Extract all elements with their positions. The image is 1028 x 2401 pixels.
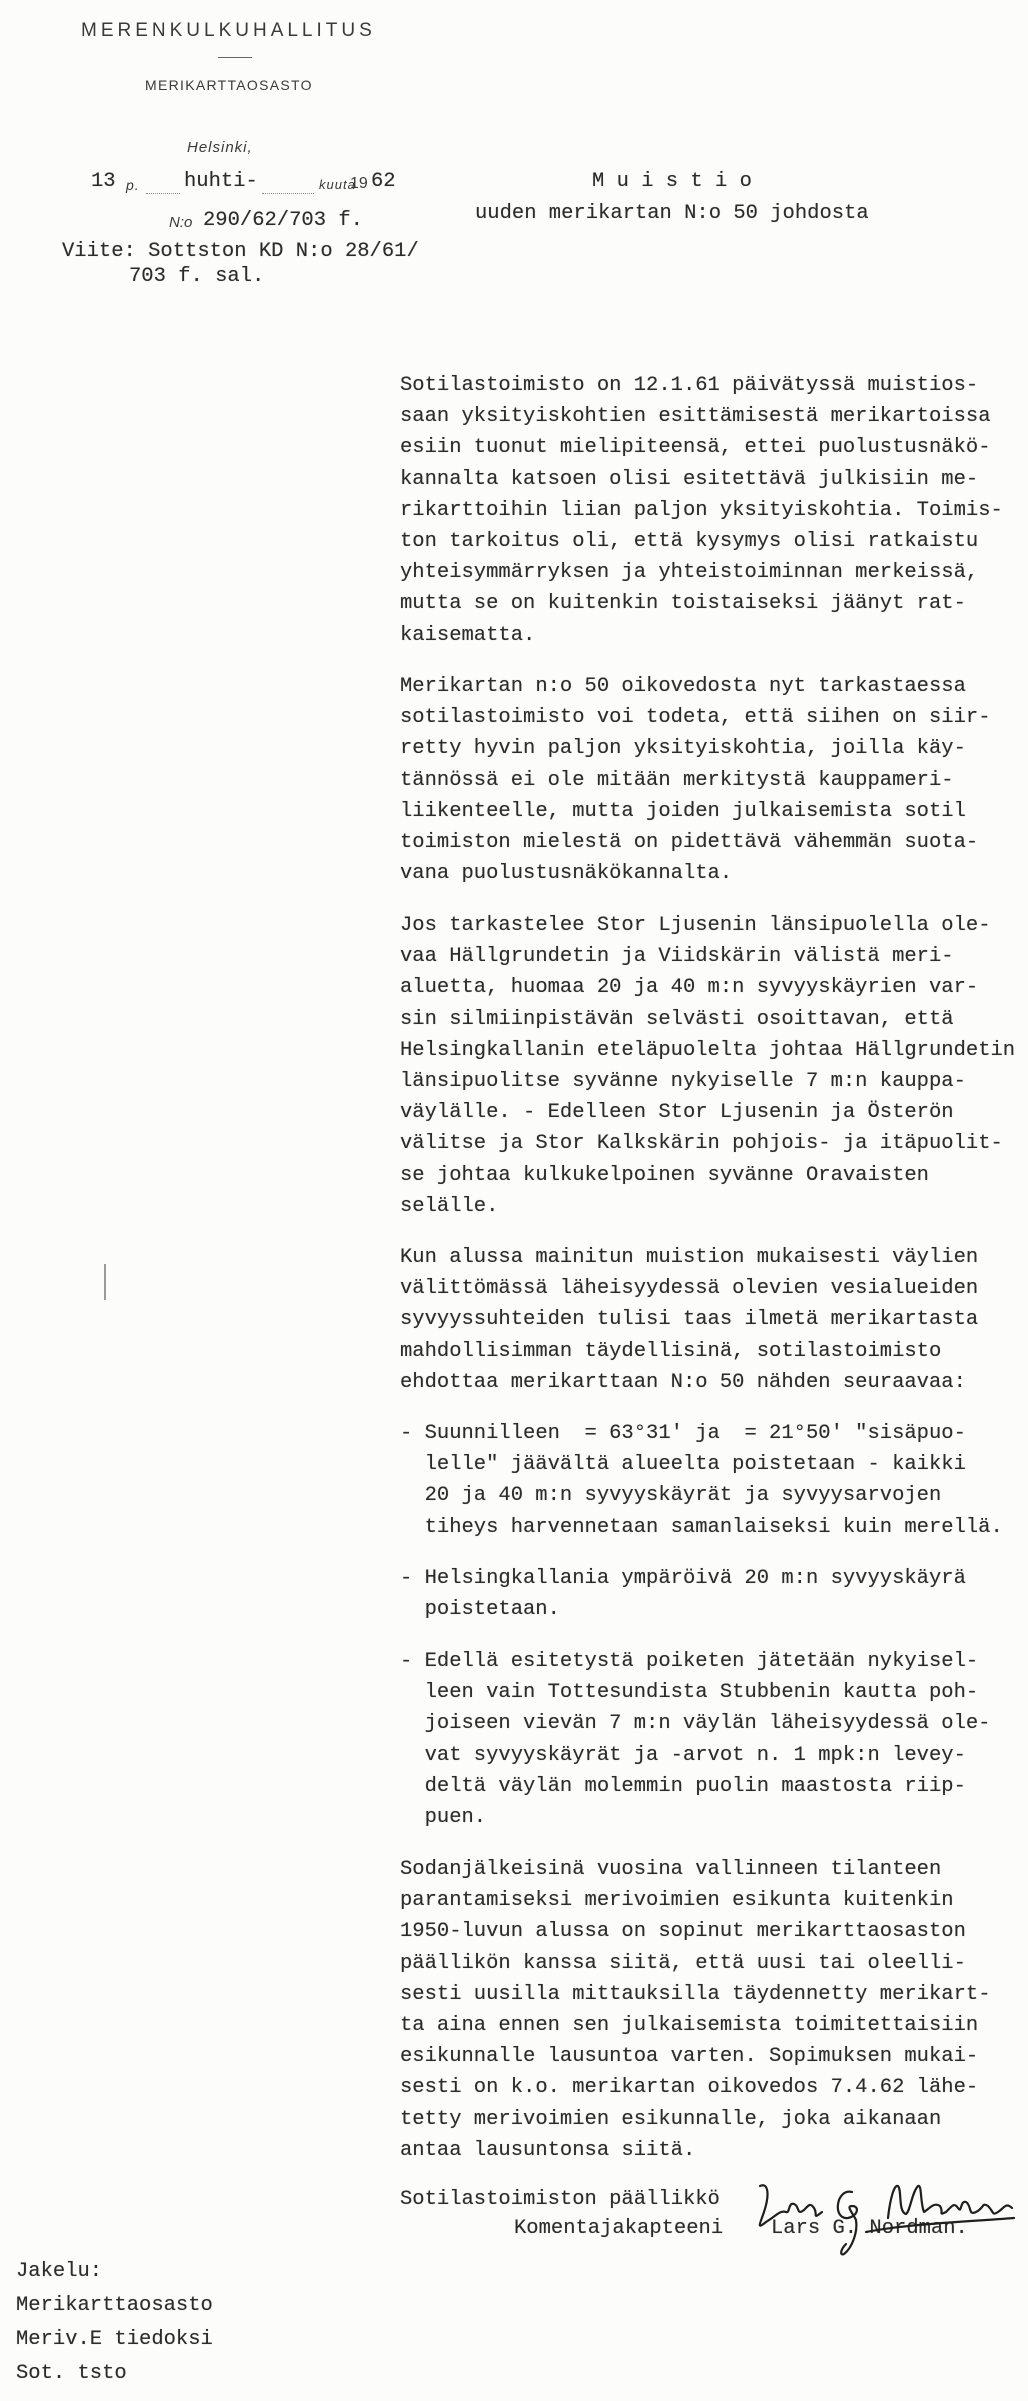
text-line: Jos tarkastelee Stor Ljusenin länsipuolella ole- [400, 914, 991, 937]
text-line: kannalta katsoen olisi esitettävä julkisiin me- [400, 467, 979, 491]
text-line: vana puolustusnäkökannalta. [400, 862, 733, 886]
text-line: liikenteelle, mutta joiden julkaisemista sotil [400, 799, 966, 823]
handwritten-signature [748, 2172, 1018, 2262]
text-line: sesti uusilla mittauksilla täydennetty merikart- [400, 1982, 991, 2006]
bullet-3 [400, 1646, 991, 1833]
text-line: deltä väylän molemmin puolin maastosta riip- [424, 1774, 966, 1798]
text-line: välittömässä läheisyydessä olevien vesialueiden [400, 1277, 979, 1301]
letterhead-divider [218, 57, 252, 58]
text-line: syvyyssuhteiden tulisi taas ilmetä merikartasta [400, 1308, 979, 1332]
date-month: huhti- [184, 170, 258, 193]
text-line: välitse ja Stor Kalkskärin pohjois- ja itäpuolit- [400, 1132, 1003, 1156]
text-line: joiseen vievän 7 m:n väylän läheisyydessä ole- [424, 1712, 991, 1736]
text-line: Sot. tsto [16, 2362, 127, 2385]
text-line: sesti on k.o. merikartan oikovedos 7.4.62 lähe- [400, 2076, 979, 2100]
memo-title: M u i s t i o [592, 170, 752, 193]
text-line: länsipuolitse syvänne nykyiselle 7 m:n kauppa- [400, 1069, 966, 1093]
text-line: sin silmiinpistävän selvästi osoittavan, että [400, 1007, 954, 1031]
text-line: esiin tuonut mielipiteensä, ettei puolustusnäkö- [400, 436, 991, 460]
city-label: Helsinki, [187, 139, 253, 156]
text-line: antaa lausuntonsa siitä. [400, 2138, 696, 2162]
text-line: Merikartan n:o 50 oikovedosta nyt tarkastaessa [400, 675, 966, 698]
text-line: tetty merivoimien esikunnalle, joka aikanaan [400, 2107, 942, 2131]
reference-line: 703 f. sal. [129, 265, 265, 288]
bullet-2 [400, 1563, 966, 1625]
text-line: lelle" jäävältä alueelta poistetaan - kaikki [424, 1453, 966, 1477]
text-line: poistetaan. [424, 1598, 560, 1622]
text-line: saan yksityiskohtien esittämisestä merikartoissa [400, 405, 991, 429]
text-line: Jakelu: [16, 2260, 103, 2283]
text-line: se johtaa kulkukelpoinen syvänne Oravaisten [400, 1163, 929, 1187]
text-line: vat syvyyskäyrät ja -arvot n. 1 mpk:n levey- [424, 1743, 966, 1767]
text-line: retty hyvin paljon yksityiskohtia, joilla käy- [400, 737, 966, 761]
text-line: rikarttoihin liian paljon yksityiskohtia. Toimis- [400, 498, 1003, 522]
text-line: - Edellä esitetystä poiketen jätetään nykyisel- [400, 1650, 979, 1673]
bullet-1 [400, 1418, 1003, 1543]
text-line: toimiston mielestä on pidettävä vähemmän suota- [400, 830, 979, 854]
text-line: esikunnalle lausuntoa varten. Sopimuksen mukai- [400, 2045, 979, 2069]
memo-subtitle: uuden merikartan N:o 50 johdosta [475, 202, 869, 225]
date-leader [146, 193, 180, 194]
text-line: ehdottaa merikarttaan N:o 50 nähden seuraavaa: [400, 1370, 966, 1394]
text-line: vaa Hällgrundetin ja Viidskärin välistä meri- [400, 945, 954, 969]
text-line: sotilastoimisto voi todeta, että siihen on siir- [400, 706, 991, 730]
distribution-list [16, 2255, 213, 2391]
text-line: - Helsingkallania ympäröivä 20 m:n syvyyskäyrä [400, 1567, 966, 1590]
agency-letterhead: MERENKULKUHALLITUS [81, 20, 376, 41]
date-kuuta-label: kuuta [319, 177, 356, 192]
date-year-suffix: 62 [371, 170, 396, 193]
date-day: 13 [91, 170, 116, 193]
text-line: leen vain Tottesundista Stubbenin kautta poh- [424, 1681, 979, 1705]
text-line: ton tarkoitus oli, että kysymys olisi ratkaistu [400, 529, 979, 553]
text-line: ta aina ennen sen julkaisemista toimitettaisiin [400, 2013, 979, 2037]
margin-mark [104, 1264, 106, 1300]
text-line: aluetta, huomaa 20 ja 40 m:n syvyyskäyrien var- [400, 976, 979, 1000]
paragraph-2 [400, 671, 991, 889]
text-line: Sotilastoimisto on 12.1.61 päivätyssä muistios- [400, 374, 979, 397]
date-year-prefix: 19 [350, 175, 368, 192]
text-line: tiheys harvennetaan samanlaiseksi kuin merellä. [424, 1515, 1003, 1539]
text-line: Kun alussa mainitun muistion mukaisesti väylien [400, 1246, 979, 1269]
text-line: 1950-luvun alussa on sopinut merikarttaosaston [400, 1920, 966, 1944]
signature-name: Lars G. Nordman. [771, 2217, 968, 2240]
date-leader [262, 193, 314, 194]
number-label: N:o [169, 214, 193, 231]
signature-rank: Komentajakapteeni [514, 2217, 724, 2240]
paragraph-3 [400, 910, 1015, 1222]
text-line: - Suunnilleen = 63°31′ ja = 21°50′ "sisäpuo- [400, 1422, 966, 1445]
paragraph-1 [400, 370, 1003, 651]
text-line: parantamiseksi merivoimien esikunta kuitenkin [400, 1889, 954, 1913]
text-line: Merikarttaosasto [16, 2294, 213, 2317]
department-letterhead: MERIKARTTAOSASTO [145, 77, 313, 93]
text-line: väylälle. - Edelleen Stor Ljusenin ja Österön [400, 1101, 954, 1125]
text-line: 20 ja 40 m:n syvyyskäyrät ja syvyysarvojen [424, 1484, 942, 1508]
text-line: kaisematta. [400, 623, 536, 647]
text-line: selälle. [400, 1194, 499, 1218]
text-line: yhteisymmärryksen ja yhteistoiminnan merkeissä, [400, 561, 979, 585]
document-number: 290/62/703 f. [203, 209, 363, 232]
paragraph-4 [400, 1242, 978, 1398]
text-line: Helsingkallanin eteläpuolelta johtaa Hällgrundetin [400, 1038, 1016, 1062]
signature-title: Sotilastoimiston päällikkö [400, 2188, 720, 2211]
text-line: Sodanjälkeisinä vuosina vallinneen tilanteen [400, 1858, 942, 1881]
text-line: tännössä ei ole mitään merkitystä kauppameri- [400, 768, 954, 792]
text-line: mutta se on kuitenkin toistaiseksi jäänyt rat- [400, 592, 966, 616]
text-line: päällikön kanssa siitä, että uusi tai oleelli- [400, 1951, 966, 1975]
date-p-label: p. [126, 177, 140, 193]
text-line: Meriv.E tiedoksi [16, 2328, 213, 2351]
text-line: mahdollisimman täydellisinä, sotilastoimisto [400, 1339, 942, 1363]
text-line: puen. [424, 1805, 487, 1829]
reference-line: Viite: Sottston KD N:o 28/61/ [62, 240, 419, 263]
paragraph-5 [400, 1854, 991, 2166]
